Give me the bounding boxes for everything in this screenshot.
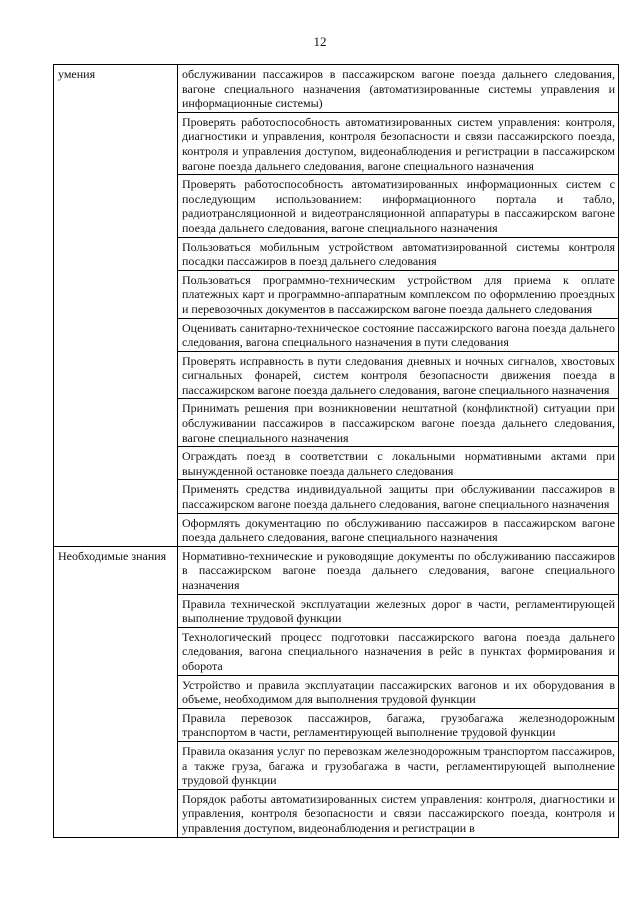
table-cell: Правила технической эксплуатации железных дорог в части, регламентирующей выполнение трудовой функции xyxy=(178,594,619,627)
requirements-table xyxy=(53,64,619,838)
table-cell: Пользоваться программно-техническим устройством для приема к оплате платежных карт и программно-аппаратным комплексом по оформлению проездных и перевозочных документов в пассажирском вагоне поезда дальнего следования xyxy=(178,270,619,318)
table-cell: Ограждать поезд в соответствии с локальными нормативными актами при вынужденной остановке поезда дальнего следования xyxy=(178,447,619,480)
table-cell: Проверять работоспособность автоматизированных информационных систем с последующим использованием: информационного портала и табло, радиотрансляционной и видеотрансляционной аппаратуры в пассажирском вагоне поезда дальнего следования, вагоне специального назначения xyxy=(178,175,619,237)
table-cell: Оформлять документацию по обслуживанию пассажиров в пассажирском вагоне поезда дальнего следования, вагоне специального назначения xyxy=(178,513,619,546)
table-cell: Порядок работы автоматизированных систем управления: контроля, диагностики и управления, контроля безопасности и связи пассажирского поезда, контроля и управления доступом, видеонаблюдения и регистрации в xyxy=(178,789,619,837)
table-cell: Пользоваться мобильным устройством автоматизированной системы контроля посадки пассажиров в поезд дальнего следования xyxy=(178,237,619,270)
table-row xyxy=(54,546,619,594)
table-cell: Проверять работоспособность автоматизированных систем управления: контроля, диагностики и управления, контроля безопасности и связи пассажирского поезда, контроля и управления доступом, видеонаблюдения и регистрации в пассажирском вагоне поезда дальнего следования, вагоне специального назначения xyxy=(178,112,619,174)
table-cell: Проверять исправность в пути следования дневных и ночных сигналов, хвостовых сигнальных фонарей, систем контроля безопасности движения поезда в пассажирском вагоне поезда дальнего следования, вагоне специального назначения xyxy=(178,351,619,399)
table-cell: Технологический процесс подготовки пассажирского вагона поезда дальнего следования, вагона специального назначения в рейс в пунктах формирования и оборота xyxy=(178,627,619,675)
table-cell: Применять средства индивидуальной защиты при обслуживании пассажиров в пассажирском вагоне поезда дальнего следования, вагоне специального назначения xyxy=(178,480,619,513)
table-cell: обслуживании пассажиров в пассажирском вагоне поезда дальнего следования, вагоне специального назначения (автоматизированные системы управления и информационные системы) xyxy=(178,65,619,113)
table-cell: Оценивать санитарно-техническое состояние пассажирского вагона поезда дальнего следования, вагона специального назначения в пути следования xyxy=(178,318,619,351)
table-cell: Принимать решения при возникновении нештатной (конфликтной) ситуации при обслуживании пассажиров в пассажирском вагоне поезда дальнего следования, вагоне специального назначения xyxy=(178,399,619,447)
row-label-knowledge: Необходимые знания xyxy=(54,546,178,837)
table-cell: Нормативно-технические и руководящие документы по обслуживанию пассажиров в пассажирском вагоне поезда дальнего следования, вагоне специального назначения xyxy=(178,546,619,594)
table-cell: Правила оказания услуг по перевозкам железнодорожным транспортом пассажиров, а также груза, багажа и грузобагажа в части, регламентирующей выполнение трудовой функции xyxy=(178,741,619,789)
table-cell: Устройство и правила эксплуатации пассажирских вагонов и их оборудования в объеме, необходимом для выполнения трудовой функции xyxy=(178,675,619,708)
table-row xyxy=(54,65,619,113)
row-label-skills: умения xyxy=(54,65,178,547)
page-number: 12 xyxy=(313,34,327,49)
table-cell: Правила перевозок пассажиров, багажа, грузобагажа железнодорожным транспортом в части, регламентирующей выполнение трудовой функции xyxy=(178,708,619,741)
